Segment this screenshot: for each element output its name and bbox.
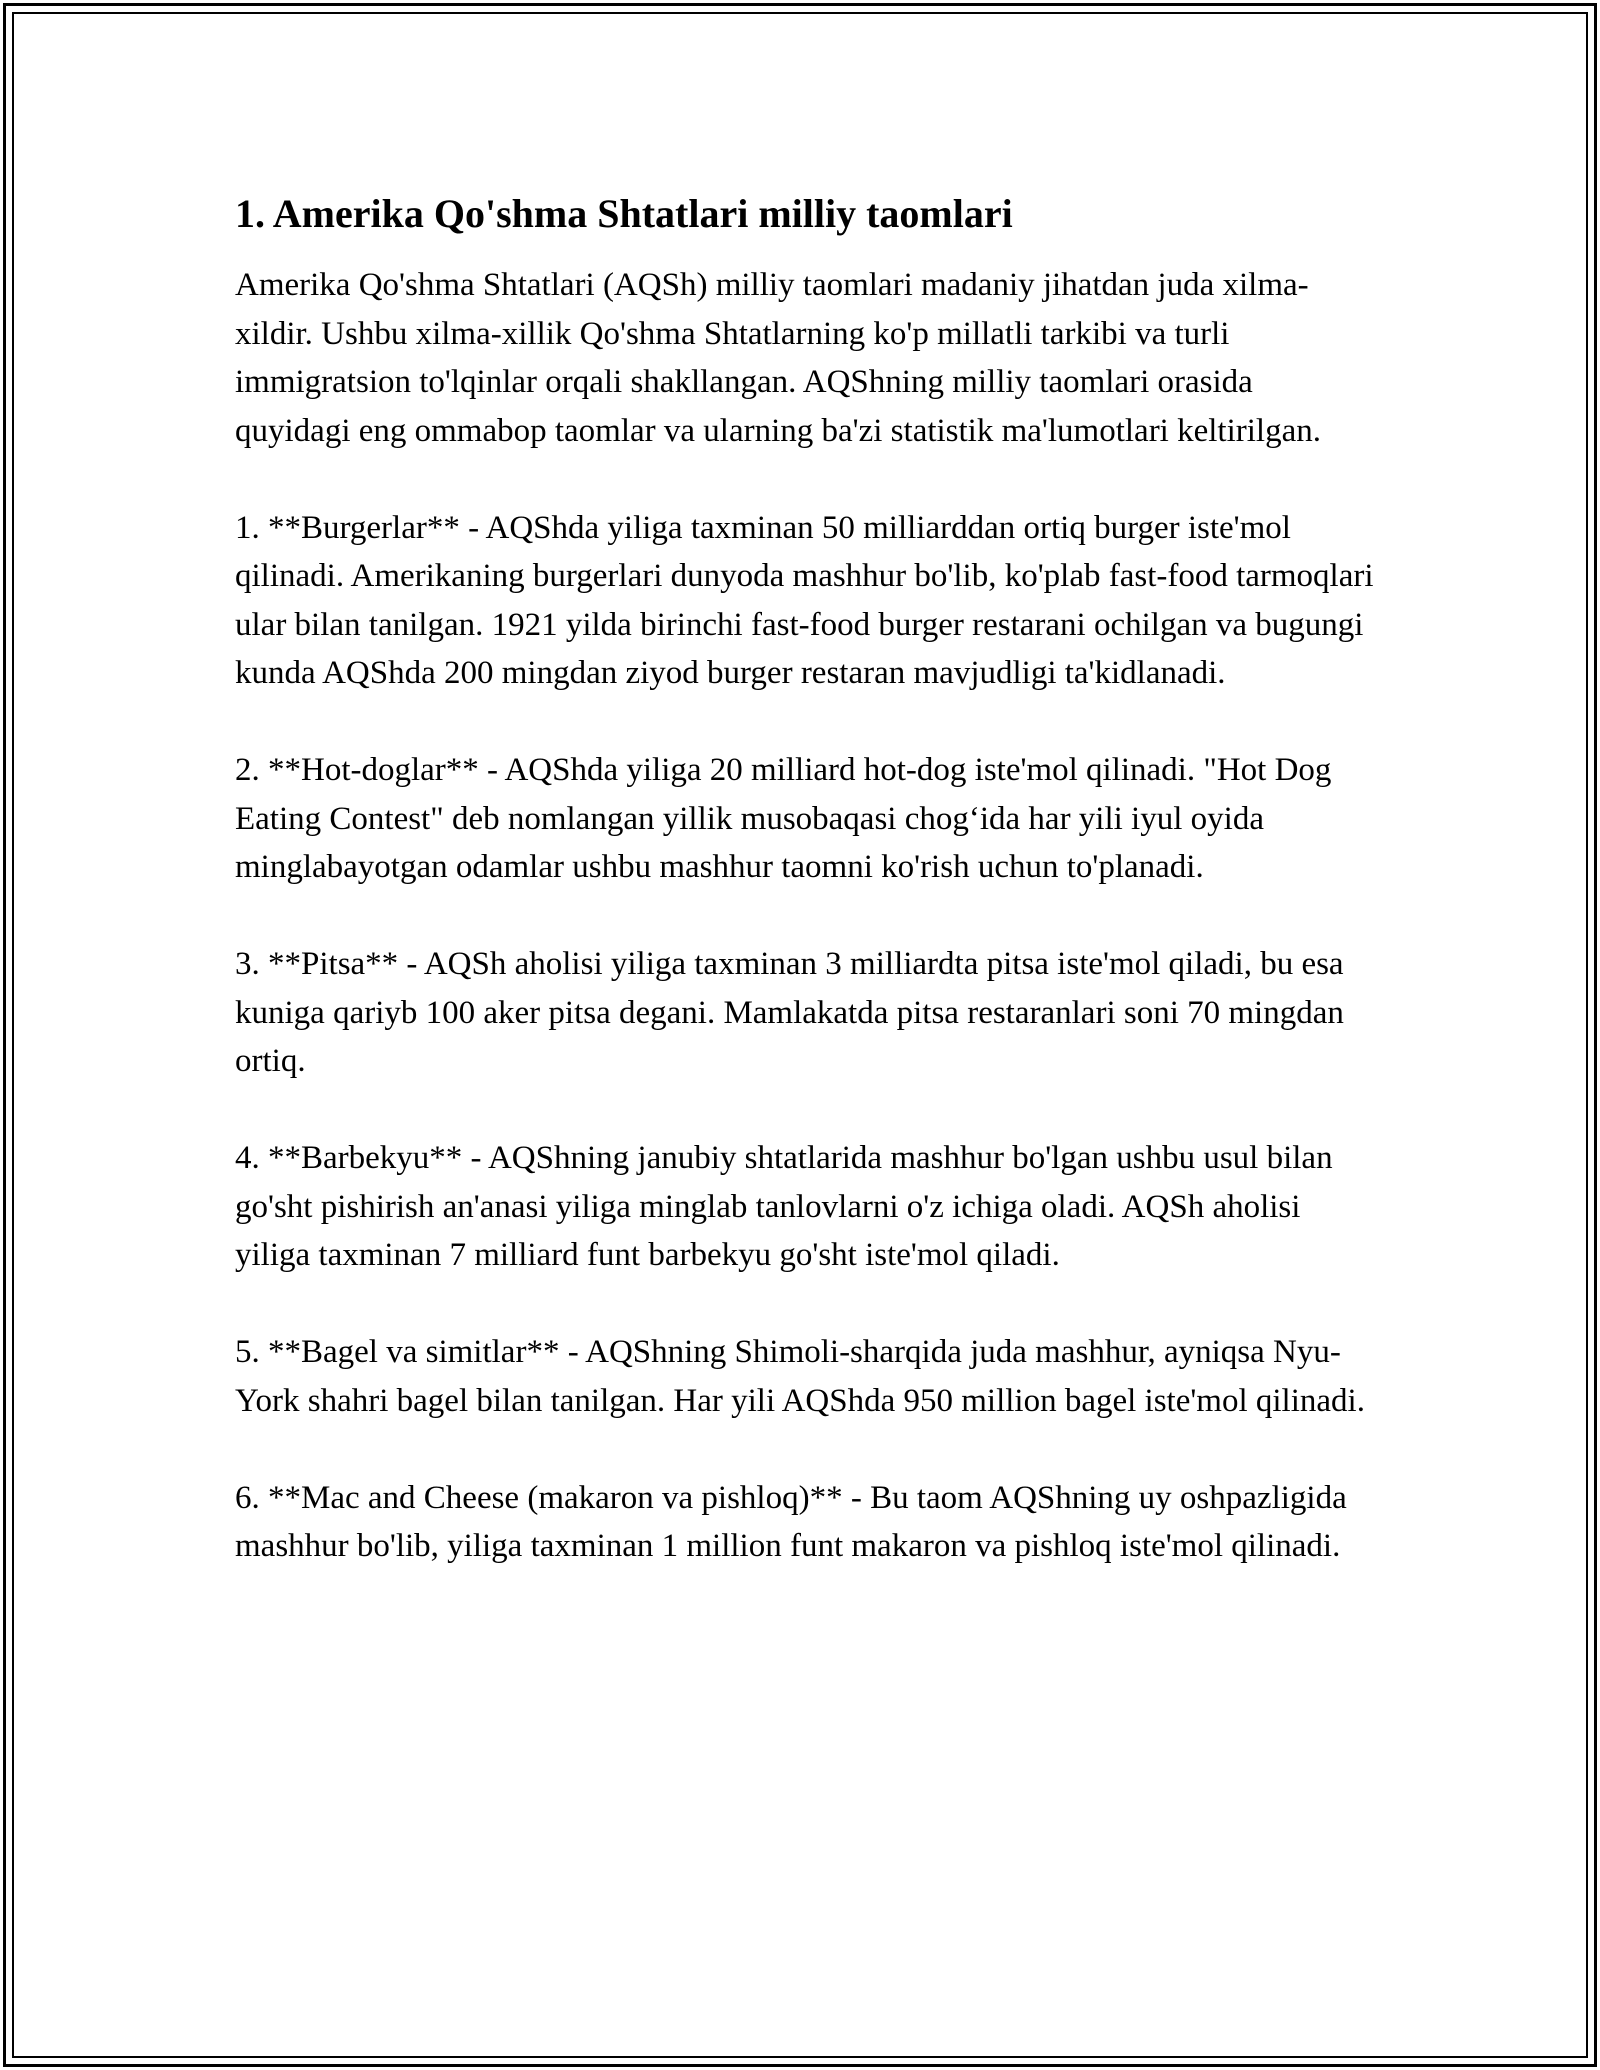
- item-barbekyu: 4. **Barbekyu** - AQShning janubiy shtatlarida mashhur bo'lgan ushbu usul bilan go'sht pishirish an'anasi yiliga minglab tanlovlarni o'z ichiga oladi. AQSh aholisi yiliga taxminan 7 milliard funt barbekyu go'sht iste'mol qiladi.: [235, 1140, 1333, 1273]
- item-hot-doglar: 2. **Hot-doglar** - AQShda yiliga 20 milliard hot-dog iste'mol qilinadi. "Hot Dog Eating Contest" deb nomlangan yillik musobaqasi chog‘ida har yili iyul oyida minglabayotgan odamlar ushbu mashhur taomni ko'rish uchun to'planadi.: [235, 752, 1332, 885]
- document-body: [235, 188, 1375, 1571]
- item-bagel-va-simitlar: 5. **Bagel va simitlar** - AQShning Shimoli-sharqida juda mashhur, ayniqsa Nyu-York shahri bagel bilan tanilgan. Har yili AQShda 950 million bagel iste'mol qilinadi.: [235, 1334, 1365, 1419]
- intro-paragraph: Amerika Qo'shma Shtatlari (AQSh) milliy taomlari madaniy jihatdan juda xilma-xildir. Ushbu xilma-xillik Qo'shma Shtatlarning ko'p millatli tarkibi va turli immigratsion to'lqinlar orqali shakllangan. AQShning milliy taomlari orasida quyidagi eng ommabop taomlar va ularning ba'zi statistik ma'lumotlari keltirilgan.: [235, 267, 1321, 449]
- item-pitsa: 3. **Pitsa** - AQSh aholisi yiliga taxminan 3 milliardta pitsa iste'mol qiladi, bu esa kuniga qariyb 100 aker pitsa degani. Mamlakatda pitsa restaranlari soni 70 mingdan ortiq.: [235, 946, 1344, 1079]
- item-mac-and-cheese: 6. **Mac and Cheese (makaron va pishloq)** - Bu taom AQShning uy oshpazligida mashhur bo'lib, yiliga taxminan 1 million funt makaron va pishloq iste'mol qilinadi.: [235, 1479, 1347, 1564]
- document-heading: 1. Amerika Qo'shma Shtatlari milliy taomlari: [235, 191, 1013, 236]
- item-burgerlar: 1. **Burgerlar** - AQShda yiliga taxminan 50 milliarddan ortiq burger iste'mol qilinadi. Amerikaning burgerlari dunyoda mashhur bo'lib, ko'plab fast-food tarmoqlari ular bilan tanilgan. 1921 yilda birinchi fast-food burger restarani ochilgan va bugungi kunda AQShda 200 mingdan ziyod burger restaran mavjudligi ta'kidlanadi.: [235, 509, 1374, 691]
